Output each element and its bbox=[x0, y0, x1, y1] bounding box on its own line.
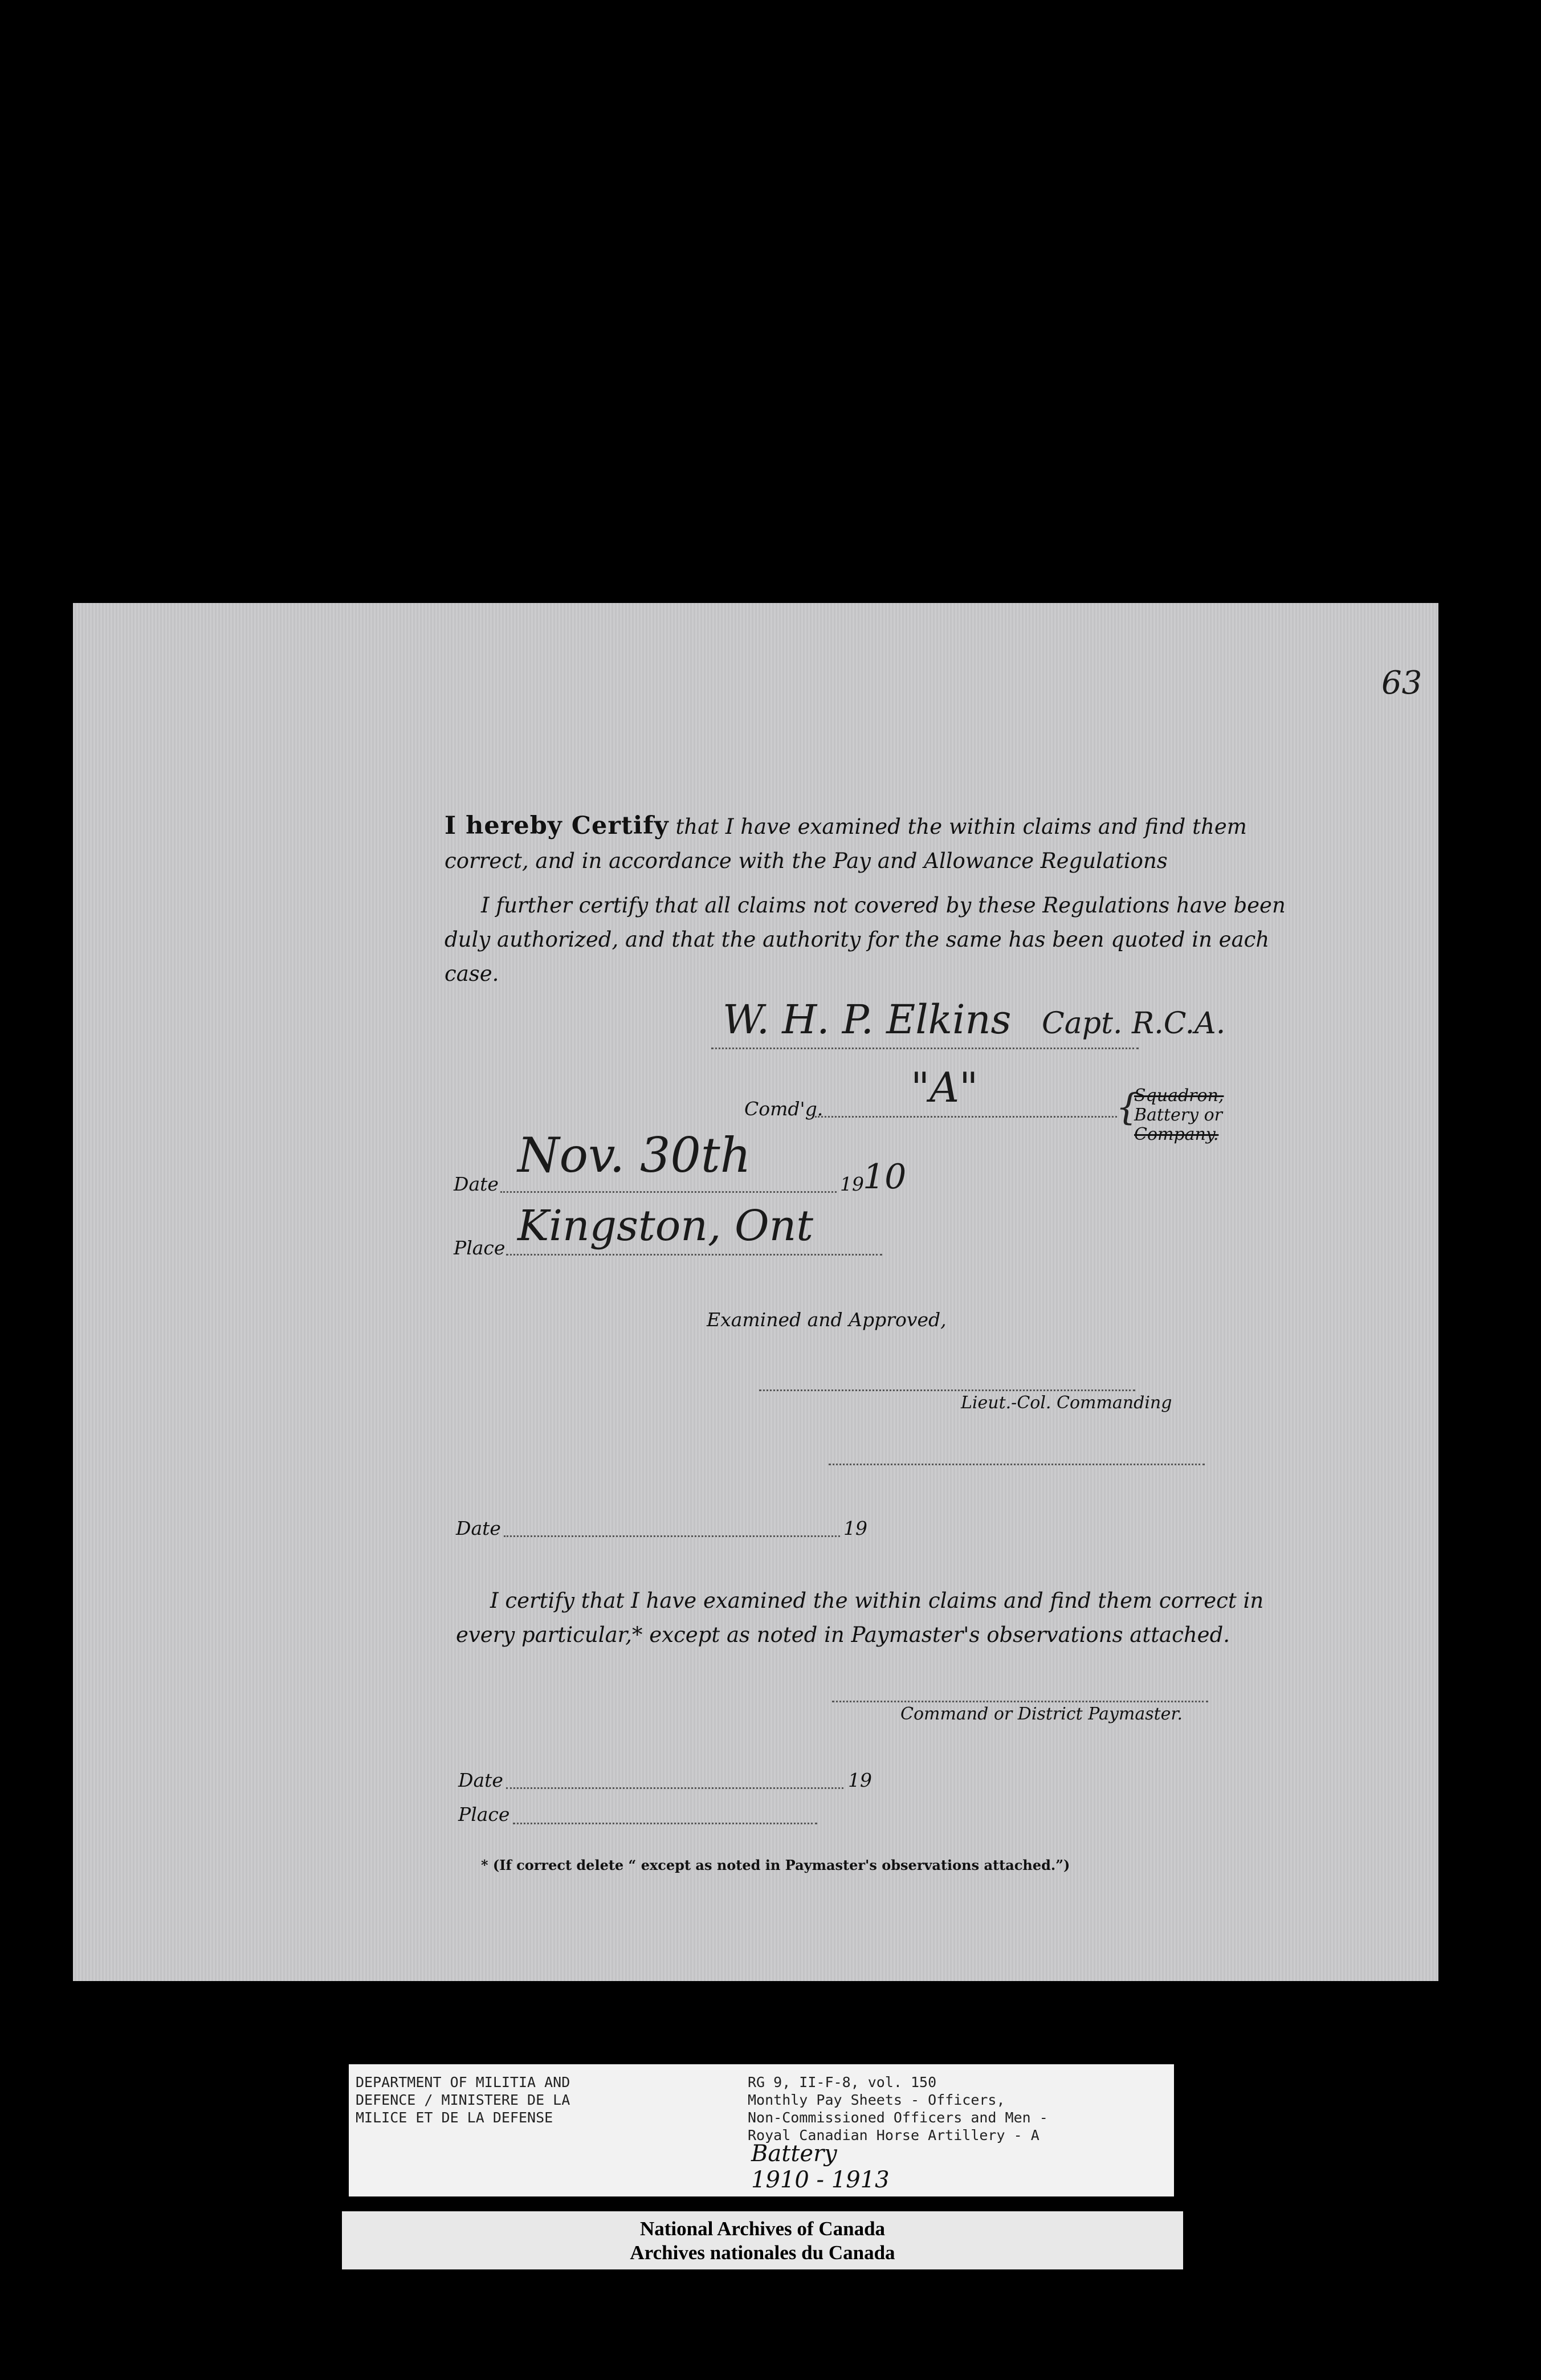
unit-battery: Battery or bbox=[1134, 1105, 1223, 1125]
signature-rank: Capt. R.C.A. bbox=[1042, 1006, 1226, 1041]
date-line bbox=[500, 1191, 837, 1193]
comdg-label: Comd'g. bbox=[744, 1098, 824, 1120]
archive-reference-label bbox=[349, 2064, 1174, 2196]
further-text-1: I further certify that all claims not covered by these Regulations have been bbox=[481, 893, 1286, 918]
hand-line-1: Battery bbox=[751, 2141, 837, 2167]
date-value: Nov. 30th bbox=[517, 1127, 751, 1183]
national-archives-banner bbox=[342, 2211, 1183, 2269]
date-year-suffix: 10 bbox=[863, 1157, 907, 1197]
date2-label: Date bbox=[456, 1517, 501, 1539]
unit-company: Company. bbox=[1134, 1124, 1219, 1144]
ref-line-3: Non-Commissioned Officers and Men - bbox=[748, 2109, 1048, 2126]
certify-heading: I hereby Certify bbox=[445, 812, 669, 840]
date3-year: 19 bbox=[848, 1769, 872, 1791]
dept-line-3: MILICE ET DE LA DEFENSE bbox=[356, 2109, 553, 2126]
certify2-text-1: I certify that I have examined the within claims and find them correct in bbox=[490, 1588, 1264, 1613]
comdg-value: "A" bbox=[911, 1063, 979, 1111]
place-line bbox=[506, 1254, 882, 1256]
date2-year: 19 bbox=[843, 1517, 867, 1539]
certify-line-1 bbox=[445, 808, 1247, 845]
unit-brace: { bbox=[1116, 1086, 1139, 1128]
place-value: Kingston, Ont bbox=[517, 1201, 814, 1250]
signature: W. H. P. Elkins bbox=[723, 996, 1012, 1043]
paymaster-line bbox=[832, 1701, 1208, 1702]
date2-line bbox=[504, 1535, 840, 1537]
date-label: Date bbox=[454, 1173, 499, 1195]
place-label: Place bbox=[454, 1237, 505, 1259]
ref-line-4: Royal Canadian Horse Artillery - A bbox=[748, 2127, 1039, 2143]
approval-line-2 bbox=[829, 1464, 1205, 1465]
certify-text-2: correct, and in accordance with the Pay and Allowance Regulations bbox=[445, 849, 1168, 873]
archives-line-fr: Archives nationales du Canada bbox=[630, 2242, 895, 2264]
archives-line-en: National Archives of Canada bbox=[639, 2218, 886, 2240]
place3-label: Place bbox=[458, 1803, 510, 1825]
date3-label: Date bbox=[458, 1769, 503, 1791]
certify2-text-2: every particular,* except as noted in Paymaster's observations attached. bbox=[456, 1623, 1230, 1647]
comdg-line bbox=[815, 1116, 1117, 1118]
ref-line-1: RG 9, II-F-8, vol. 150 bbox=[748, 2074, 937, 2090]
unit-squadron: Squadron, bbox=[1134, 1086, 1224, 1106]
date-year-prefix: 19 bbox=[840, 1173, 864, 1195]
paymaster-label: Command or District Paymaster. bbox=[900, 1704, 1183, 1724]
certify-text-1: that I have examined the within claims and find them bbox=[675, 814, 1247, 839]
footnote: * (If correct delete “ except as noted in Paymaster's observations attached.”) bbox=[481, 1857, 1070, 1873]
further-text-3: case. bbox=[445, 961, 499, 986]
folio-number: 63 bbox=[1381, 665, 1422, 702]
further-text-2: duly authorized, and that the authority for the same has been quoted in each bbox=[445, 927, 1270, 952]
signature-line bbox=[711, 1048, 1139, 1049]
lieut-col-label: Lieut.-Col. Commanding bbox=[961, 1393, 1172, 1413]
hand-line-2: 1910 - 1913 bbox=[751, 2167, 890, 2193]
date3-line bbox=[506, 1787, 843, 1789]
pay-sheet-page bbox=[73, 603, 1438, 1981]
lieut-col-line bbox=[759, 1389, 1135, 1391]
place3-line bbox=[513, 1823, 817, 1824]
dept-line-1: DEPARTMENT OF MILITIA AND bbox=[356, 2074, 570, 2090]
ref-line-2: Monthly Pay Sheets - Officers, bbox=[748, 2092, 1005, 2108]
dept-line-2: DEFENCE / MINISTERE DE LA bbox=[356, 2092, 570, 2108]
examined-approved: Examined and Approved, bbox=[707, 1309, 947, 1331]
